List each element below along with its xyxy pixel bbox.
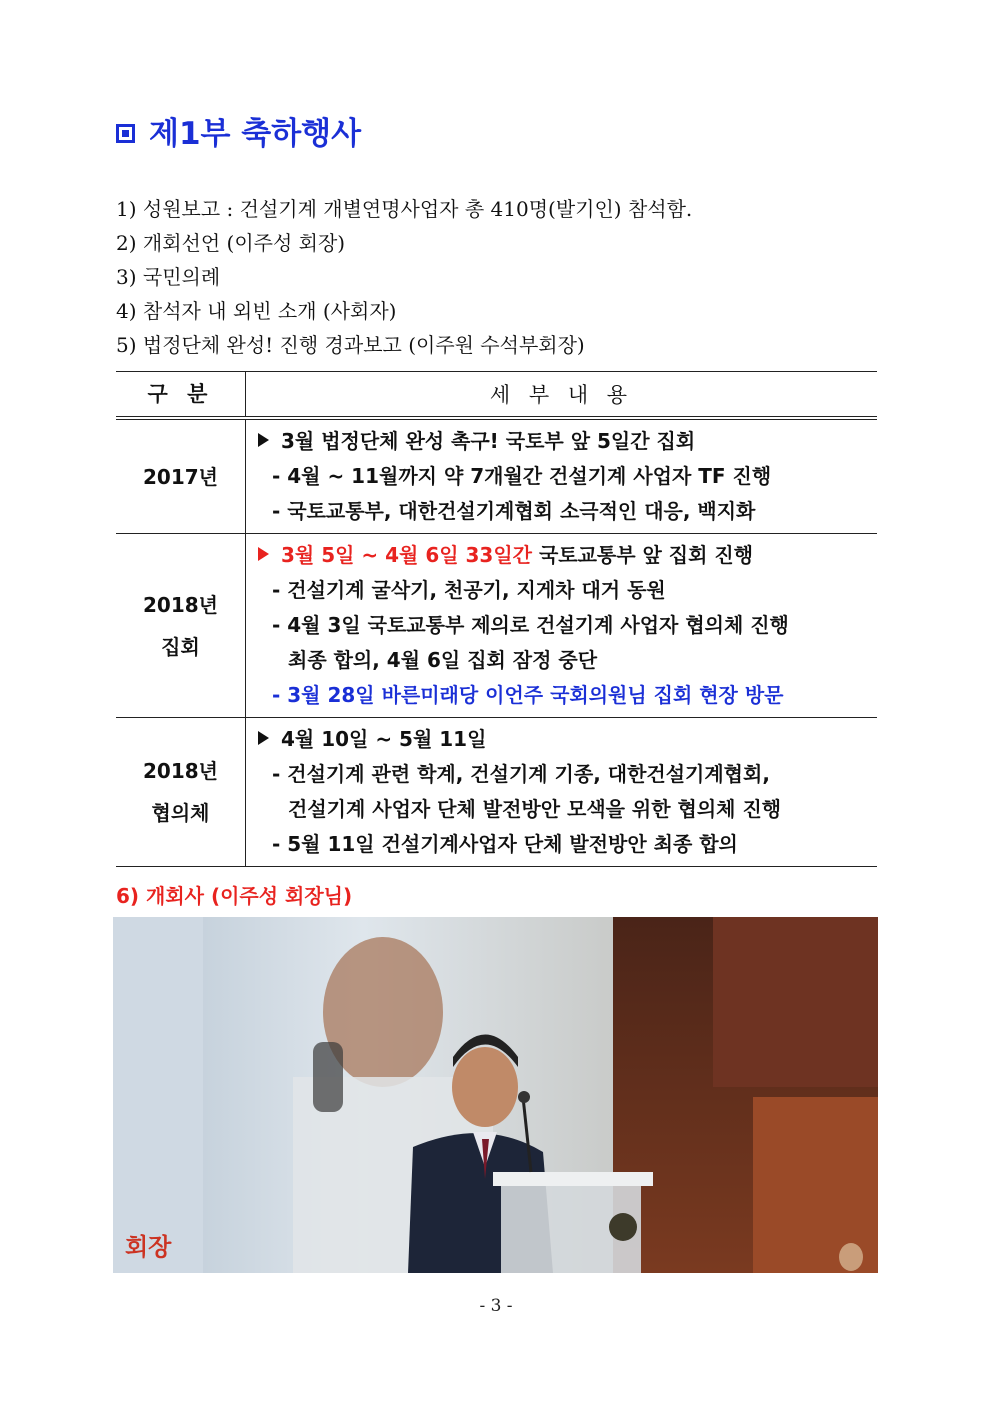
detail-line: - 5월 11일 건설기계사업자 단체 발전방안 최종 합의 <box>272 832 738 856</box>
table-row <box>116 718 877 867</box>
table-row <box>116 534 877 718</box>
column-header-category: 구 분 <box>116 372 246 419</box>
detail-line: - 4월 ~ 11월까지 약 7개월간 건설기계 사업자 TF 진행 <box>272 464 772 488</box>
detail-line: 건설기계 사업자 단체 발전방안 모색을 위한 협의체 진행 <box>288 797 782 821</box>
section-heading <box>116 108 361 153</box>
row-label <box>116 534 246 718</box>
triangle-bullet-icon <box>258 547 269 561</box>
screen-caption: 회장 <box>125 1233 172 1261</box>
row-label-line: 2018년 <box>143 592 218 617</box>
detail-text: 3월 법정단체 완성 촉구! 국토부 앞 5일간 집회 <box>281 429 696 453</box>
detail-line <box>258 722 877 757</box>
program-list <box>116 192 692 362</box>
detail-line: - 건설기계 굴삭기, 천공기, 지게차 대거 동원 <box>272 578 666 602</box>
detail-text: 국토교통부 앞 집회 진행 <box>532 543 754 567</box>
row-label-line: 집회 <box>161 634 200 659</box>
section-title: 제1부 축하행사 <box>149 116 362 152</box>
row-details <box>246 718 878 867</box>
detail-text: 4월 10일 ~ 5월 11일 <box>281 727 487 751</box>
page-number: - 3 - <box>479 1296 513 1316</box>
progress-table <box>116 371 877 867</box>
row-label-line: 2017년 <box>143 464 218 489</box>
table-header-row <box>116 372 877 419</box>
row-label <box>116 418 246 534</box>
detail-line: - 3월 28일 바른미래당 이언주 국회의원님 집회 현장 방문 <box>272 683 784 707</box>
row-details <box>246 534 878 718</box>
detail-line: - 건설기계 관련 학계, 건설기계 기종, 대한건설기계협회, <box>272 762 770 786</box>
row-label-line: 2018년 <box>143 759 218 783</box>
row-label <box>116 718 246 867</box>
square-bullet-icon <box>116 124 135 143</box>
list-item: 2) 개회선언 (이주성 회장) <box>116 231 346 255</box>
row-details <box>246 418 878 534</box>
subheading-opening-address: 6) 개회사 (이주성 회장님) <box>116 884 353 908</box>
detail-line <box>258 538 877 573</box>
row-label-line: 협의체 <box>151 801 210 825</box>
triangle-bullet-icon <box>258 433 269 447</box>
list-item: 5) 법정단체 완성! 진행 경과보고 (이주원 수석부회장) <box>116 333 585 357</box>
column-header-details: 세 부 내 용 <box>246 372 878 419</box>
list-item: 1) 성원보고 : 건설기계 개별연명사업자 총 410명(발기인) 참석함. <box>116 197 693 221</box>
detail-line: 최종 합의, 4월 6일 집회 잠정 중단 <box>288 648 598 672</box>
triangle-bullet-icon <box>258 731 269 745</box>
list-item: 4) 참석자 내 외빈 소개 (사회자) <box>116 299 397 323</box>
detail-line <box>258 424 877 459</box>
highlight-text: 3월 5일 ~ 4월 6일 33일간 <box>281 543 532 567</box>
detail-line: - 국토교통부, 대한건설기계협회 소극적인 대응, 백지화 <box>272 499 756 523</box>
table-row <box>116 418 877 534</box>
detail-line: - 4월 3일 국토교통부 제의로 건설기계 사업자 협의체 진행 <box>272 613 789 637</box>
speech-photo <box>113 917 878 1273</box>
list-item: 3) 국민의례 <box>116 265 221 289</box>
